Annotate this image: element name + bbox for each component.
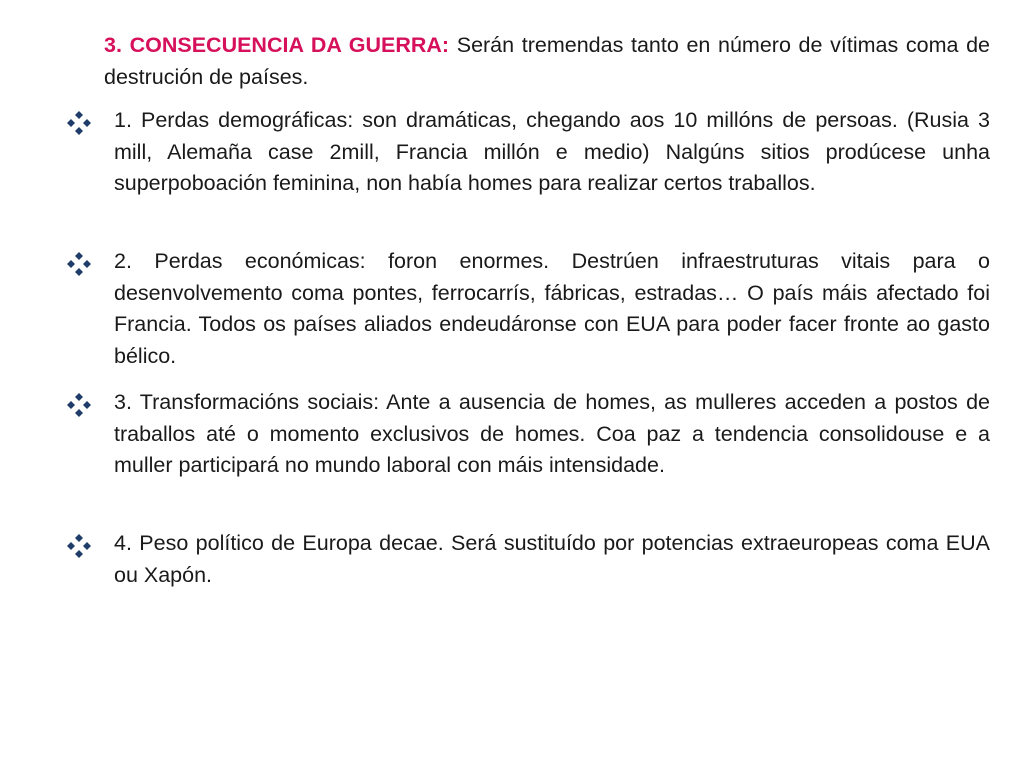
diamond-bullet-icon — [66, 392, 92, 418]
bullet-text-b: até o momento exclusivos de homes. Coa paz a tendencia consolidouse e a muller participará no mundo laboral con máis intensidade. — [114, 421, 990, 477]
diamond-bullet-icon — [66, 110, 92, 136]
bullet-prefix: 4. — [114, 531, 140, 555]
intro-heading: 3. CONSECUENCIA DA GUERRA: — [104, 33, 450, 57]
bullet-text: . Será sustituído por potencias extraeuropeas coma EUA ou Xapón. — [114, 531, 990, 587]
bullet-heading: 2. Perdas económicas — [114, 249, 360, 273]
bullet-text: son dramáticas, chegando aos 10 millóns de persoas. (Rusia 3 mill, Alemaña case 2mill, Francia millón e medio) Nalgúns sitios prodúcese unha superpoboación feminina, non había homes para realizar certos traballos. — [114, 108, 990, 195]
intro-paragraph — [104, 30, 990, 93]
diamond-bullet-icon — [66, 533, 92, 559]
bullet-item-demographic — [104, 105, 990, 200]
bullet-heading: Peso político de Europa decae — [139, 531, 438, 555]
bullet-text-a: : Ante a — [373, 390, 459, 414]
bullet-item-social — [104, 387, 990, 482]
bullet-item-economic — [104, 246, 990, 372]
bullet-heading: 3. Transformacións sociais — [114, 390, 374, 414]
bullet-heading: 1. Perdas demográficas: — [114, 108, 354, 132]
bullet-item-political — [104, 528, 990, 591]
diamond-bullet-icon — [66, 251, 92, 277]
bullet-bold-text: ausencia de homes, as mulleres acceden a postos de traballos — [114, 390, 990, 446]
intro-text: Serán tremendas tanto en número de vítimas coma de destrución de países. — [104, 33, 990, 89]
bullet-text: : foron enormes. Destrúen infraestruturas vitais para o desenvolvemento coma pontes, ferrocarrís, fábricas, estradas… O país máis afectado foi Francia. Todos os países aliados endeudáronse con EUA para poder facer fronte ao gasto bélico. — [114, 249, 990, 368]
